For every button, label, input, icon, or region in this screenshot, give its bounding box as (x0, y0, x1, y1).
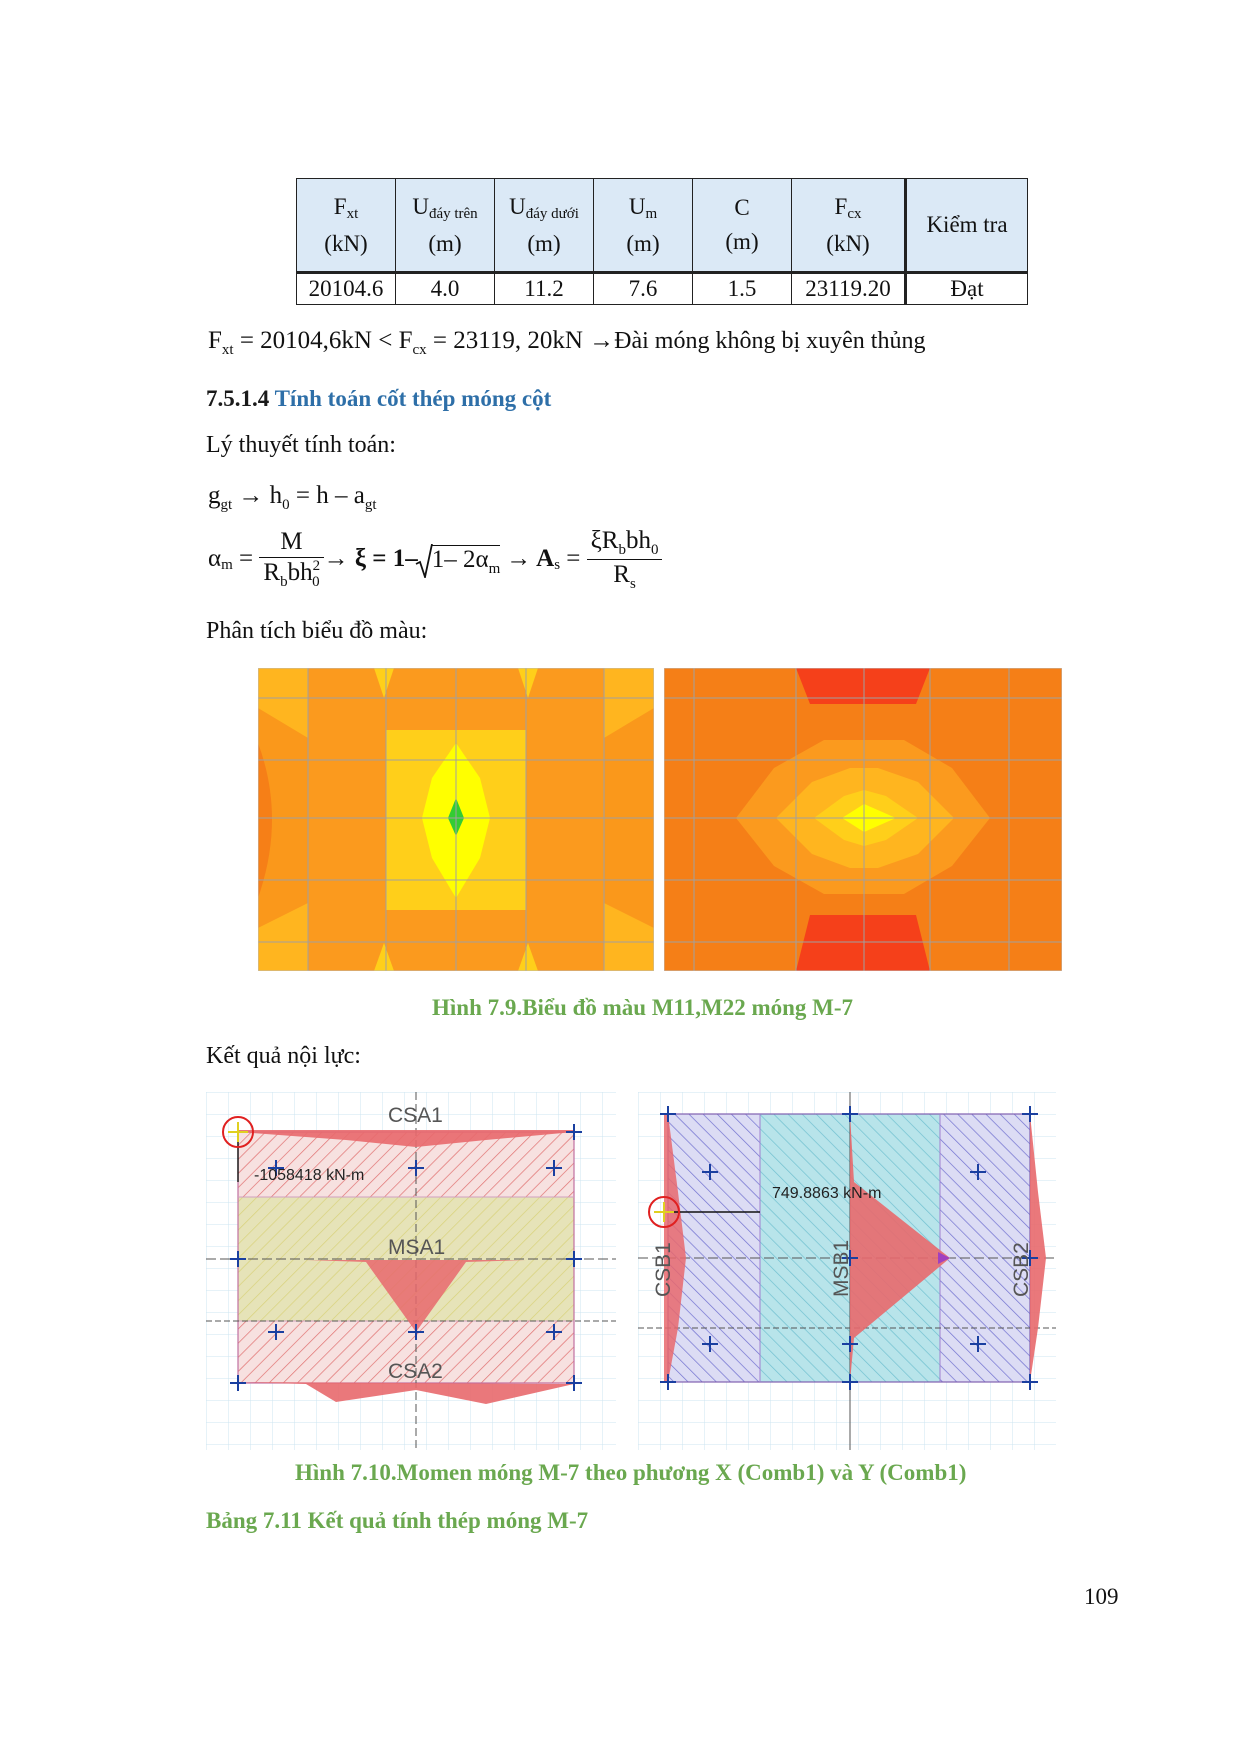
label-msa1: MSA1 (388, 1236, 446, 1259)
result-label: Kết quả nội lực: (206, 1043, 361, 1069)
moment-y-diagram (638, 1092, 1056, 1450)
fraction-as: $\frac{\xi R_bbh_0}{R_s}$ (587, 526, 663, 593)
header-fcx: Fcx (kN) (792, 179, 906, 273)
cell-c: 1.5 (693, 273, 792, 305)
header-u-bottom: Uđáy dưới (m) (495, 179, 594, 273)
figure-7-10-caption: Hình 7.10.Momen móng M-7 theo phương X (Comb1) và Y (Comb1) (295, 1460, 967, 1485)
label-csa1: CSA1 (388, 1104, 443, 1127)
cell-fxt: 20104.6 (297, 273, 396, 305)
fraction-alpha: $\frac{M}{R_bbh^2_0}$ (259, 527, 323, 591)
contour-m22-image (664, 668, 1062, 971)
cell-um: 7.6 (594, 273, 693, 305)
formula-reinforcement: α m = $\frac{M}{R_bbh^2_0}$ → ξ = 1– 1– $2\alpha_m$ → A s = $\frac{\xi R_bbh_0}{R_s}$ (208, 524, 662, 594)
moment-x-diagram (206, 1092, 616, 1450)
sqrt-expression: 1– $2\alpha_m$ (432, 545, 501, 574)
label-moment-x-value: -1058418 kN-m (254, 1167, 365, 1184)
cell-fcx: 23119.20 (792, 273, 906, 305)
header-um: Um (m) (594, 179, 693, 273)
table-7-11-caption: Bảng 7.11 Kết quả tính thép móng M-7 (206, 1508, 589, 1533)
label-csb1: CSB1 (652, 1242, 675, 1297)
header-u-top: Uđáy trên (m) (396, 179, 495, 273)
label-csa2: CSA2 (388, 1360, 443, 1383)
formula-h0: $g_{gt} \to h_0 = h - a_{gt}$ (208, 482, 377, 513)
label-csb2: CSB2 (1010, 1242, 1033, 1297)
figure-7-9-caption: Hình 7.9.Biểu đồ màu M11,M22 móng M-7 (432, 995, 854, 1020)
header-fxt: Fxt (kN) (297, 179, 396, 273)
punching-check-line: $F_{xt} = 20104,6kN < F_{cx} = 23119$, 20kN →Đài móng không bị xuyên thủng (208, 327, 926, 358)
contour-m11-image (258, 668, 654, 971)
page-number: 109 (1084, 1584, 1119, 1609)
punching-check-table (296, 178, 1028, 305)
label-moment-y-value: 749.8863 kN-m (772, 1185, 882, 1202)
label-msb1: MSB1 (830, 1239, 853, 1297)
color-analysis-label: Phân tích biểu đồ màu: (206, 618, 428, 644)
header-c: C (m) (693, 179, 792, 273)
theory-label: Lý thuyết tính toán: (206, 432, 396, 458)
cell-check: Đạt (906, 273, 1028, 305)
cell-u-top: 4.0 (396, 273, 495, 305)
header-check: Kiểm tra (906, 179, 1028, 273)
sqrt-icon (415, 544, 433, 578)
section-heading: 7.5.1.4 Tính toán cốt thép móng cột (206, 386, 552, 411)
cell-u-bottom: 11.2 (495, 273, 594, 305)
